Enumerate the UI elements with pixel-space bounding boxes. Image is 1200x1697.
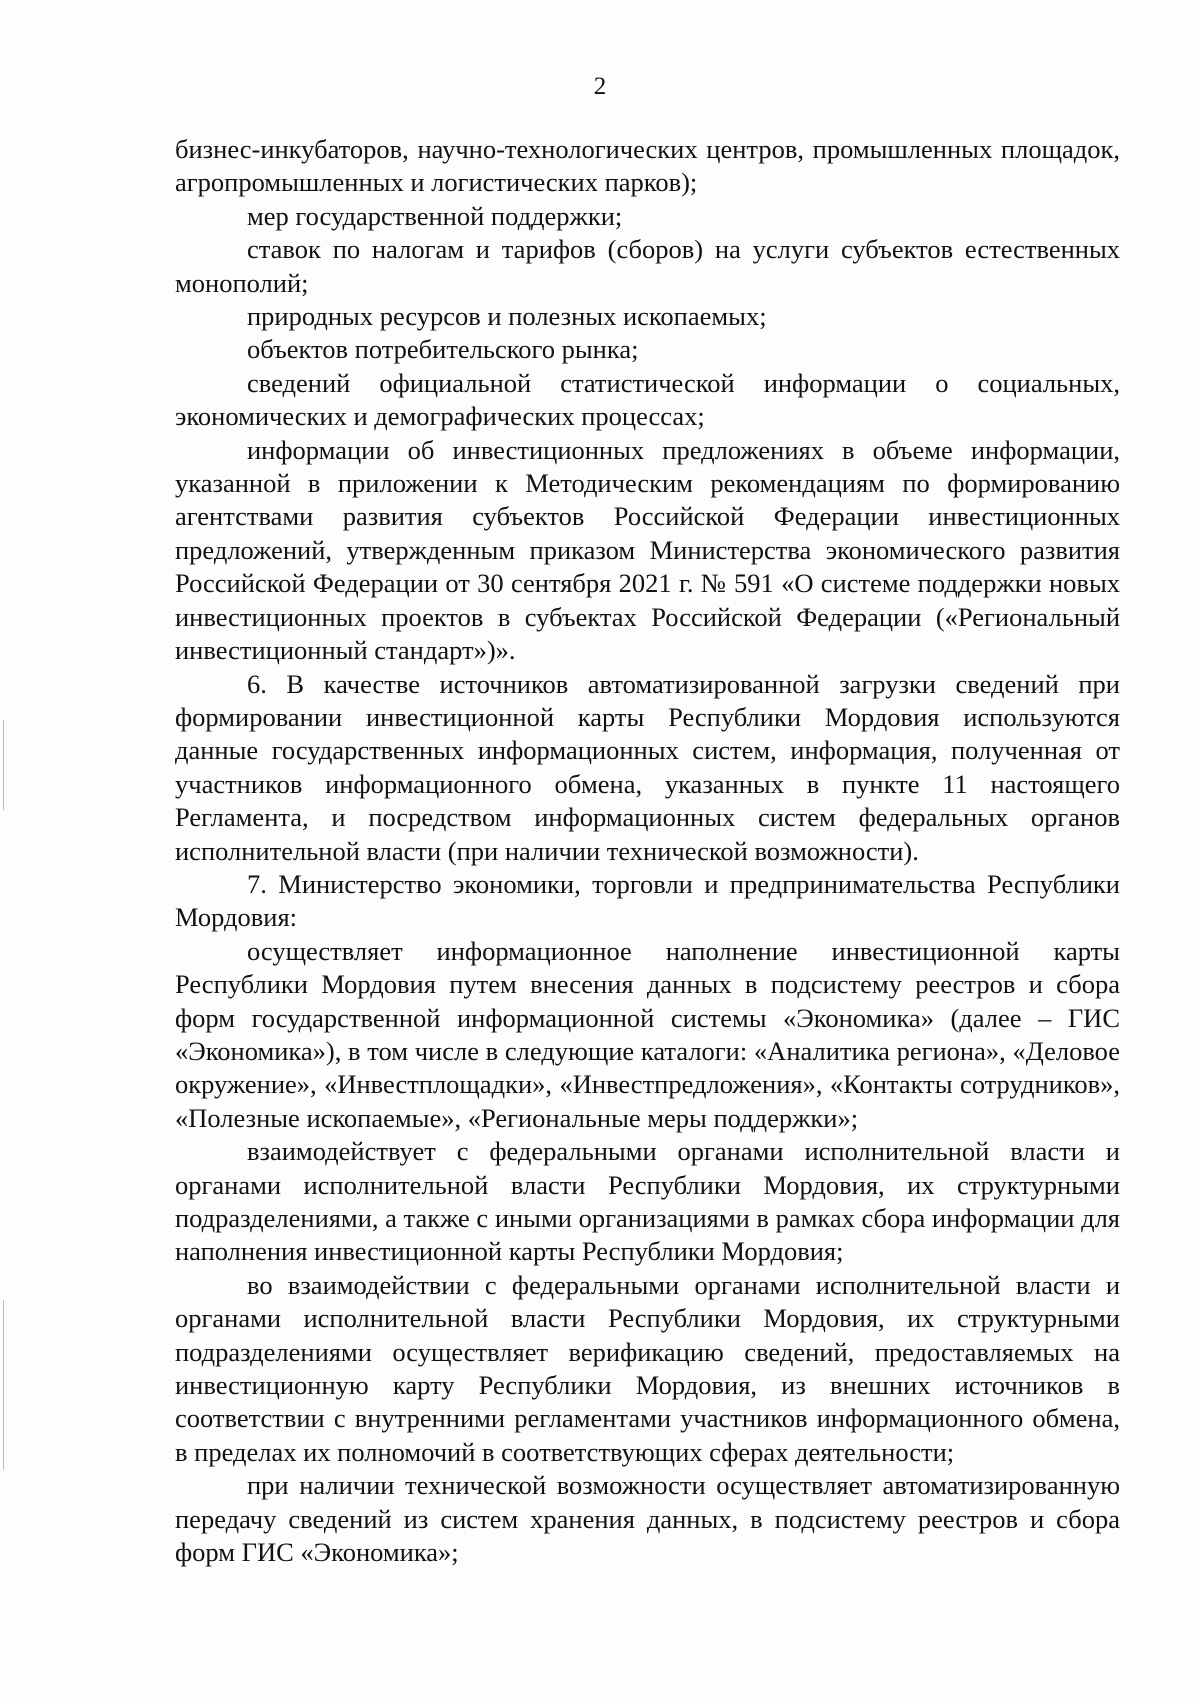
list-item-statistics: сведений официальной статистической информации о социальных, экономических и демографических процессах;	[175, 367, 1120, 432]
list-item-natural-resources: природных ресурсов и полезных ископаемых;	[247, 301, 767, 332]
page-number: 2	[593, 73, 607, 100]
clause-7-item-interaction: взаимодействует с федеральными органами исполнительной власти и органами исполнительной власти Республики Мордовия, их структурными подразделениями, а также с иными организациями в рамках сбора информации для наполнения инвестиционной карты Республики Мордовия;	[175, 1136, 1120, 1267]
clause-7-item-transfer: при наличии технической возможности осуществляет автоматизированную передачу сведений из систем хранения данных, в подсистему реестров и сбора форм ГИС «Экономика»;	[175, 1470, 1120, 1568]
clause-7-item-verification: во взаимодействии с федеральными органами исполнительной власти и органами исполнительной власти Республики Мордовия, их структурными подразделениями осуществляет верификацию сведений, предоставляемых на инвестиционную карту Республики Мордовия, из внешних источников в соответствии с внутренними регламентами участников информационного обмена, в пределах их полномочий в соответствующих сферах деятельности;	[175, 1269, 1120, 1467]
scan-edge-mark	[3, 1300, 4, 1470]
list-item-consumer-market: объектов потребительского рынка;	[247, 334, 639, 365]
list-item-support-measures: мер государственной поддержки;	[247, 200, 623, 231]
list-item-investment-proposals: информации об инвестиционных предложениях в объеме информации, указанной в приложении к Методическим рекомендациям по формированию агентствами развития субъектов Российской Федерации инвестиционных предложений, утвержденным приказом Министерства экономического развития Российской Федерации от 30 сентября 2021 г. № 591 «О системе поддержки новых инвестиционных проектов в субъектах Российской Федерации («Региональный инвестиционный стандарт»)».	[175, 434, 1120, 666]
paragraph-continuation: бизнес-инкубаторов, научно-технологических центров, промышленных площадок, агропромышленных и логистических парков);	[175, 134, 1120, 198]
clause-7-item-filling: осуществляет информационное наполнение инвестиционной карты Республики Мордовия путем внесения данных в подсистему реестров и сбора форм государственной информационной системы «Экономика» (далее – ГИС «Экономика»), в том числе в следующие каталоги: «Аналитика региона», «Деловое окружение», «Инвестплощадки», «Инвестпредложения», «Контакты сотрудников», «Полезные ископаемые», «Региональные меры поддержки»;	[175, 935, 1120, 1133]
clause-7: 7. Министерство экономики, торговли и предпринимательства Республики Мордовия:	[175, 868, 1120, 933]
list-item-tax-rates: ставок по налогам и тарифов (сборов) на услуги субъектов естественных монополий;	[175, 234, 1120, 298]
clause-6: 6. В качестве источников автоматизированной загрузки сведений при формировании инвестиционной карты Республики Мордовия используются данные государственных информационных систем, информация, полученная от участников информационного обмена, указанных в пункте 11 настоящего Регламента, и посредством информационных систем федеральных органов исполнительной власти (при наличии технической возможности).	[175, 668, 1120, 866]
scan-edge-mark	[3, 720, 4, 810]
document-body	[175, 133, 1120, 1569]
